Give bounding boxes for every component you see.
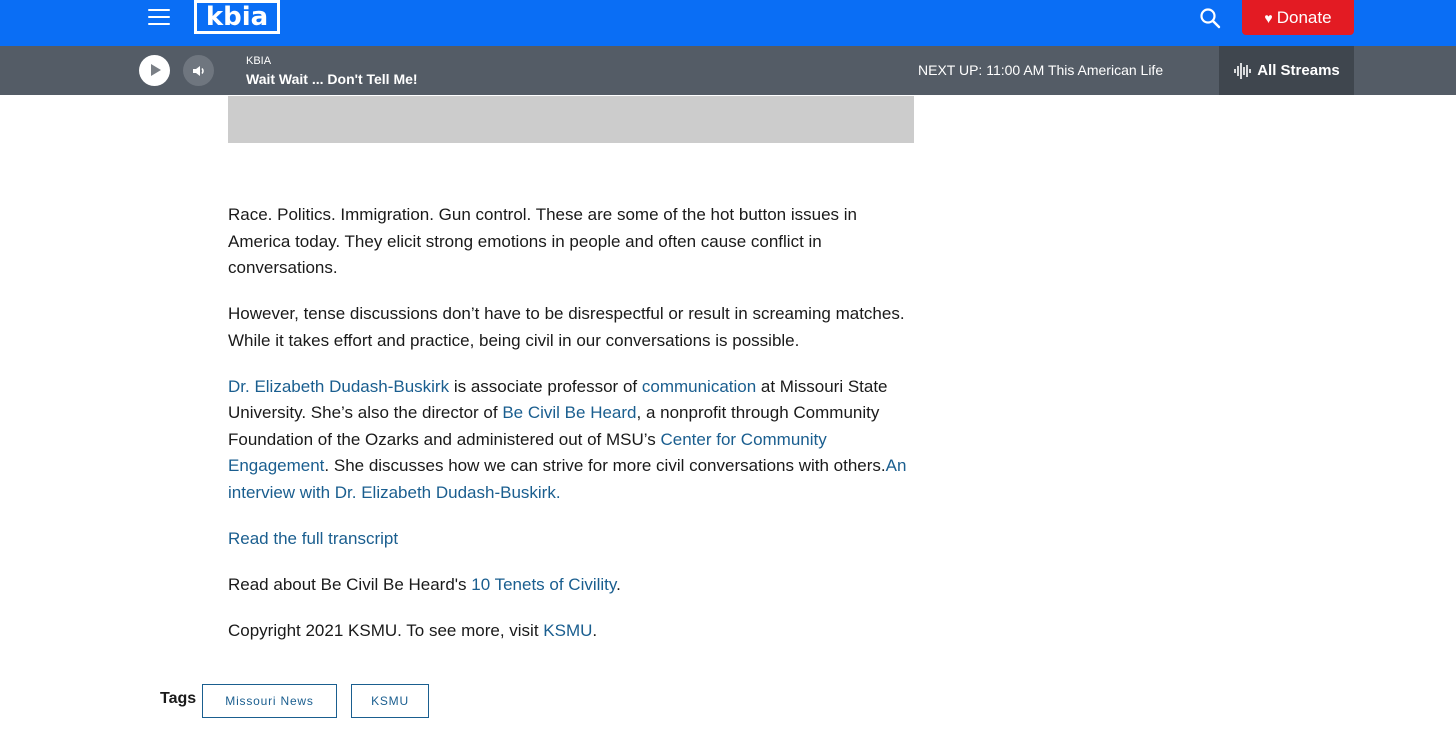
link-be-civil-be-heard[interactable]: Be Civil Be Heard	[502, 403, 637, 422]
link-communication[interactable]: communication	[641, 376, 757, 396]
site-logo[interactable]	[194, 0, 280, 34]
paragraph-3-text-2: at Missouri State University. She’s also the director of	[228, 376, 888, 422]
paragraph-3-text-3: , a nonprofit through Community Foundation of the Ozarks and administered out of MSU’s	[228, 403, 880, 449]
hamburger-icon[interactable]	[148, 9, 170, 27]
link-10-tenets[interactable]: 10 Tenets of Civility	[471, 574, 617, 594]
link-center-community-engagement[interactable]: Center for Community Engagement	[228, 429, 827, 475]
paragraph-3-text-1: is associate professor of	[449, 376, 642, 396]
article-body	[228, 202, 918, 664]
link-interview[interactable]: An interview with Dr. Elizabeth Dudash-Buskirk.	[228, 456, 907, 502]
paragraph-5	[228, 572, 918, 599]
audio-player-bar	[0, 46, 1456, 95]
donate-button[interactable]	[1242, 0, 1354, 35]
station-name: KBIA	[246, 55, 272, 67]
paragraph-3	[228, 374, 918, 507]
paragraph-1: Race. Politics. Immigration. Gun control. These are some of the hot button issues in America today. They elicit strong emotions in people and often cause conflict in conversations.	[228, 205, 857, 277]
paragraph-3-text-4: . She discusses how we can strive for more civil conversations with others.	[324, 456, 886, 475]
paragraph-5-text-2: .	[616, 574, 621, 594]
article-image-placeholder	[228, 96, 914, 143]
current-program[interactable]: Wait Wait ... Don't Tell Me!	[246, 71, 418, 87]
tags-label: Tags	[160, 690, 197, 707]
paragraph-6-text-2: .	[592, 620, 598, 640]
search-icon[interactable]	[1198, 6, 1222, 30]
heart-icon: ♥	[1264, 9, 1273, 26]
all-streams-label: All Streams	[1257, 62, 1340, 79]
tag-ksmu[interactable]: KSMU	[351, 684, 429, 718]
paragraph-6-text-1: Copyright 2021 KSMU. To see more, visit	[228, 620, 544, 640]
play-icon[interactable]	[139, 55, 170, 86]
audio-wave-icon	[1233, 62, 1251, 80]
link-dudash-buskirk[interactable]: Dr. Elizabeth Dudash-Buskirk	[228, 376, 450, 396]
paragraph-4	[228, 526, 918, 553]
all-streams-button[interactable]	[1219, 46, 1354, 95]
paragraph-6	[228, 618, 918, 645]
donate-label: Donate	[1276, 7, 1332, 27]
logo-text: kbia	[197, 3, 277, 31]
tag-missouri-news[interactable]: Missouri News	[202, 684, 337, 718]
volume-icon[interactable]	[183, 55, 214, 86]
site-header	[0, 0, 1456, 46]
paragraph-5-text-1: Read about Be Civil Be Heard's	[228, 574, 472, 594]
paragraph-2: However, tense discussions don’t have to be disrespectful or result in screaming matches. While it takes effort and practice, being civil in our conversations is possible.	[228, 304, 905, 350]
link-full-transcript[interactable]: Read the full transcript	[228, 528, 399, 548]
link-ksmu[interactable]: KSMU	[543, 620, 593, 640]
next-up-text: NEXT UP: 11:00 AM This American Life	[918, 62, 1164, 78]
